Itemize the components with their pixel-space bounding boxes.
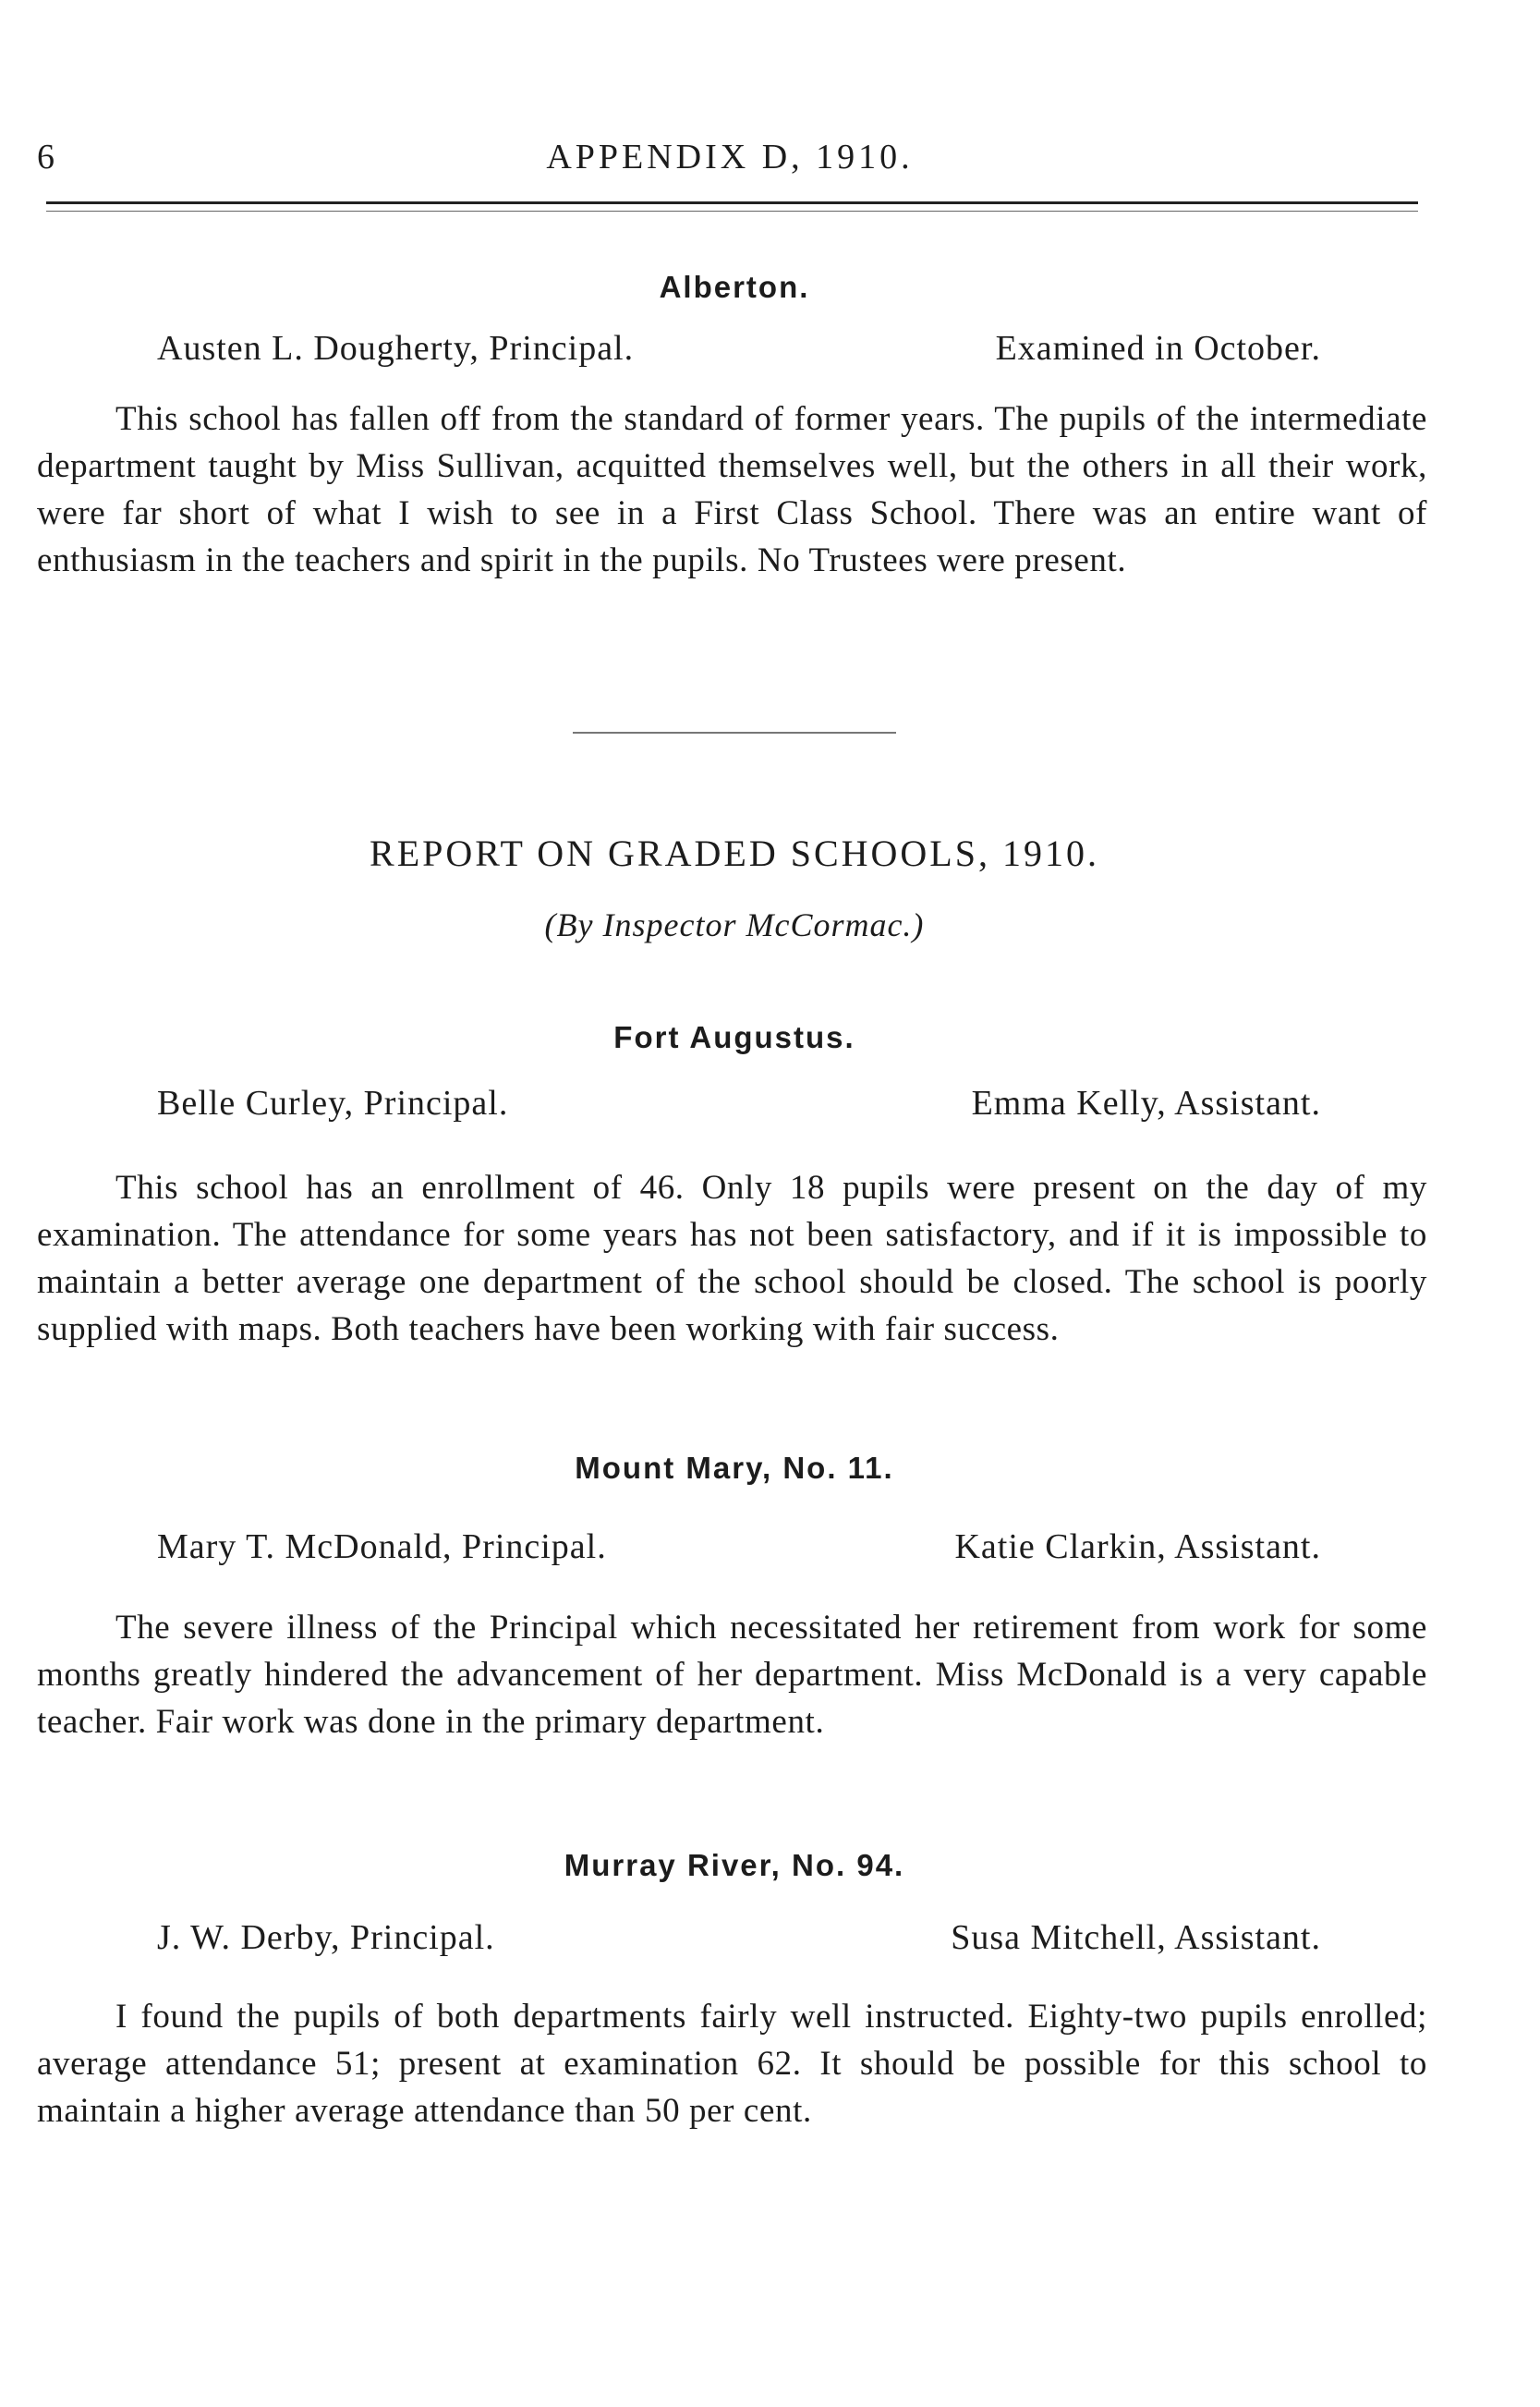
report-title: REPORT ON GRADED SCHOOLS, 1910. xyxy=(370,833,1099,874)
principal-name: J. W. Derby, Principal. xyxy=(157,1918,495,1957)
section-title-fort-augustus: Fort Augustus. xyxy=(613,1020,855,1054)
section-title-alberton: Alberton. xyxy=(659,270,810,304)
header-rule xyxy=(46,201,1418,204)
principal-name: Mary T. McDonald, Principal. xyxy=(157,1527,607,1566)
assistant-name: Emma Kelly, Assistant. xyxy=(971,1084,1321,1123)
section-body-fort-augustus: This school has an enrollment of 46. Only 18 pupils were present on the day of my examination. The attendance for some years has not been satisfactory, and if it is impossible to maintain a better average one department of the school should be closed. The school is poorly supplied with maps. Both teachers have been working with fair success. xyxy=(37,1169,1427,1348)
section-divider xyxy=(573,732,896,734)
assistant-name: Katie Clarkin, Assistant. xyxy=(954,1527,1321,1566)
examination-note: Examined in October. xyxy=(995,329,1321,368)
header-rule-thin xyxy=(46,211,1418,212)
report-byline: (By Inspector McCormac.) xyxy=(544,906,925,943)
principal-name: Belle Curley, Principal. xyxy=(157,1084,509,1123)
section-body-murray-river: I found the pupils of both departments fairly well instructed. Eighty-two pupils enrolled; average attendance 51; present at examination 62. It should be possible for this school to maintain a higher average attendance than 50 per cent. xyxy=(37,1998,1427,2130)
section-title-murray-river: Murray River, No. 94. xyxy=(564,1848,905,1882)
principal-name: Austen L. Dougherty, Principal. xyxy=(157,329,635,368)
assistant-name: Susa Mitchell, Assistant. xyxy=(951,1918,1321,1957)
section-body-mount-mary: The severe illness of the Principal which necessitated her retirement from work for some months greatly hindered the advancement of her department. Miss McDonald is a very capable teacher. Fair work was done in the primary department. xyxy=(37,1609,1427,1741)
section-body-alberton: This school has fallen off from the standard of former years. The pupils of the intermediate department taught by Miss Sullivan, acquitted themselves well, but the others in all their work, were far short of what I wish to see in a First Class School. There was an entire want of enthusiasm in the teachers and spirit in the pupils. No Trustees were present. xyxy=(37,400,1427,579)
running-head xyxy=(37,137,1423,183)
page-number: 6 xyxy=(37,138,57,176)
section-title-mount-mary: Mount Mary, No. 11. xyxy=(575,1451,894,1485)
running-title: APPENDIX D, 1910. xyxy=(546,138,914,176)
